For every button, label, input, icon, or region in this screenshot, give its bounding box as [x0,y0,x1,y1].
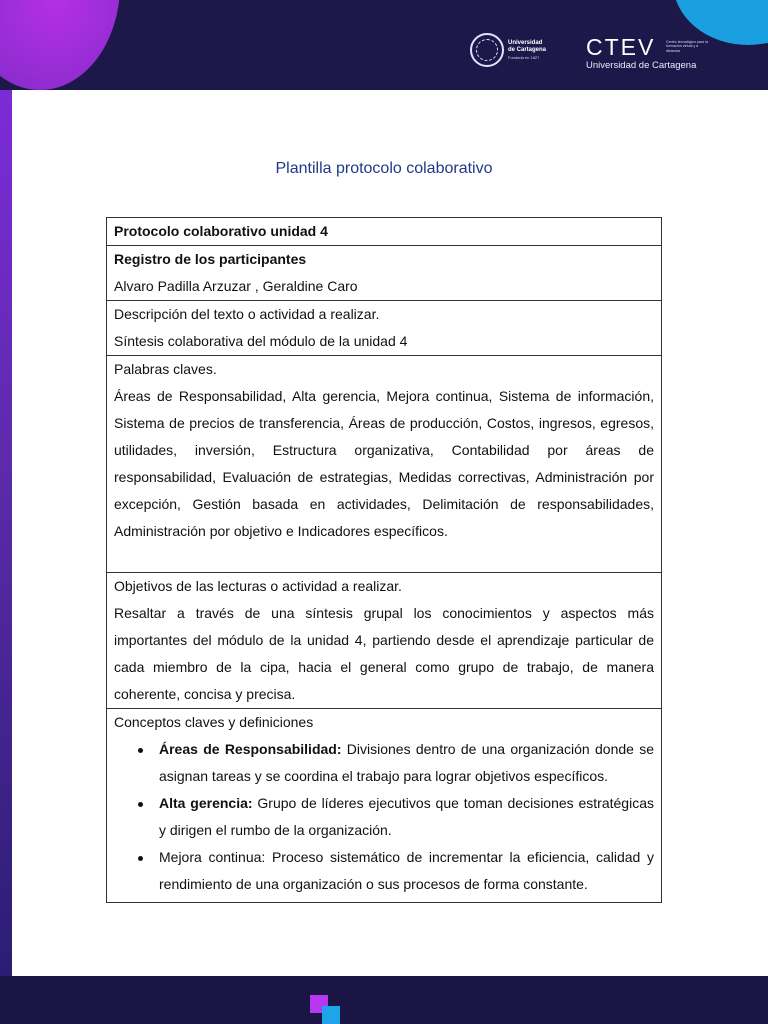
university-founded: Fundada en 1827 [508,54,540,60]
concept-term: Alta gerencia: [159,795,253,811]
concepts-cell [107,709,662,903]
protocol-cell: Protocolo colaborativo unidad 4 [107,218,662,246]
decorative-blue-square [322,1006,340,1024]
participants-cell [107,246,662,301]
university-name-line1: Universidad [508,39,543,46]
left-gradient-strip [0,90,12,976]
university-name-line2: de Cartagena [508,46,547,53]
concept-term: Áreas de Responsabilidad: [159,741,342,757]
keywords-cell [107,356,662,573]
ctev-tagline: Centro tecnológico para la formación virtual y a distancia [666,40,708,53]
objectives-value: Resaltar a través de una síntesis grupal los conocimientos y aspectos más importantes del módulo de la unidad 4, partiendo desde el aprendizaje particular de cada miembro de la cipa, hacia el general como grupo de trabajo, de manera coherente, concisa y precisa. [114,605,654,702]
table-row [107,218,662,246]
objectives-label: Objetivos de las lecturas o actividad a realizar. [114,578,402,594]
description-value: Síntesis colaborativa del módulo de la unidad 4 [114,333,408,349]
concept-definition: Divisiones dentro de una organización donde se asignan tareas y se coordina el trabajo para lograr objetivos específicos. [159,741,654,784]
table-row [107,573,662,709]
header-band [0,0,768,90]
concept-definition: Grupo de líderes ejecutivos que toman decisiones estratégicas y dirigen el rumbo de la organización. [159,795,654,838]
ctev-title: CTEV [586,34,656,60]
footer-band [0,976,768,1024]
registry-label: Registro de los participantes [114,251,307,267]
decorative-purple-shape [0,0,120,90]
table-row [107,301,662,356]
university-logo [470,33,546,67]
description-label: Descripción del texto o actividad a realizar. [114,306,380,322]
keywords-value: Áreas de Responsabilidad, Alta gerencia, Mejora continua, Sistema de información, Sistema de precios de transferencia, Áreas de producción, Costos, ingresos, egresos, utilidades, inversión, Estructura organizativa, Contabilidad por áreas de responsabilidad, Evaluación de estrategias, Medidas correctivas, Administración por excepción, Gestión basada en actividades, Delimitación de responsabilidades, Administración por objetivo e Indicadores específicos. [114,388,654,539]
page-title: Plantilla protocolo colaborativo [275,160,493,177]
university-seal-icon [470,33,504,67]
keywords-label: Palabras claves. [114,361,217,377]
table-row [107,246,662,301]
participants-value: Alvaro Padilla Arzuzar , Geraldine Caro [114,278,358,294]
list-item [159,790,654,844]
university-logo-text [508,40,546,61]
table-row [107,356,662,573]
concepts-label: Conceptos claves y definiciones [114,714,314,730]
ctev-subtitle: Universidad de Cartagena [586,60,697,71]
objectives-cell [107,573,662,709]
concepts-list [114,736,654,898]
concept-definition: Mejora continua: Proceso sistemático de incrementar la eficiencia, calidad y rendimiento de una organización o sus procesos de forma constante. [159,849,654,892]
ctev-logo [586,34,708,71]
list-item [159,736,654,790]
list-item [159,844,654,898]
protocol-table [106,217,662,903]
table-row [107,709,662,903]
description-cell [107,301,662,356]
